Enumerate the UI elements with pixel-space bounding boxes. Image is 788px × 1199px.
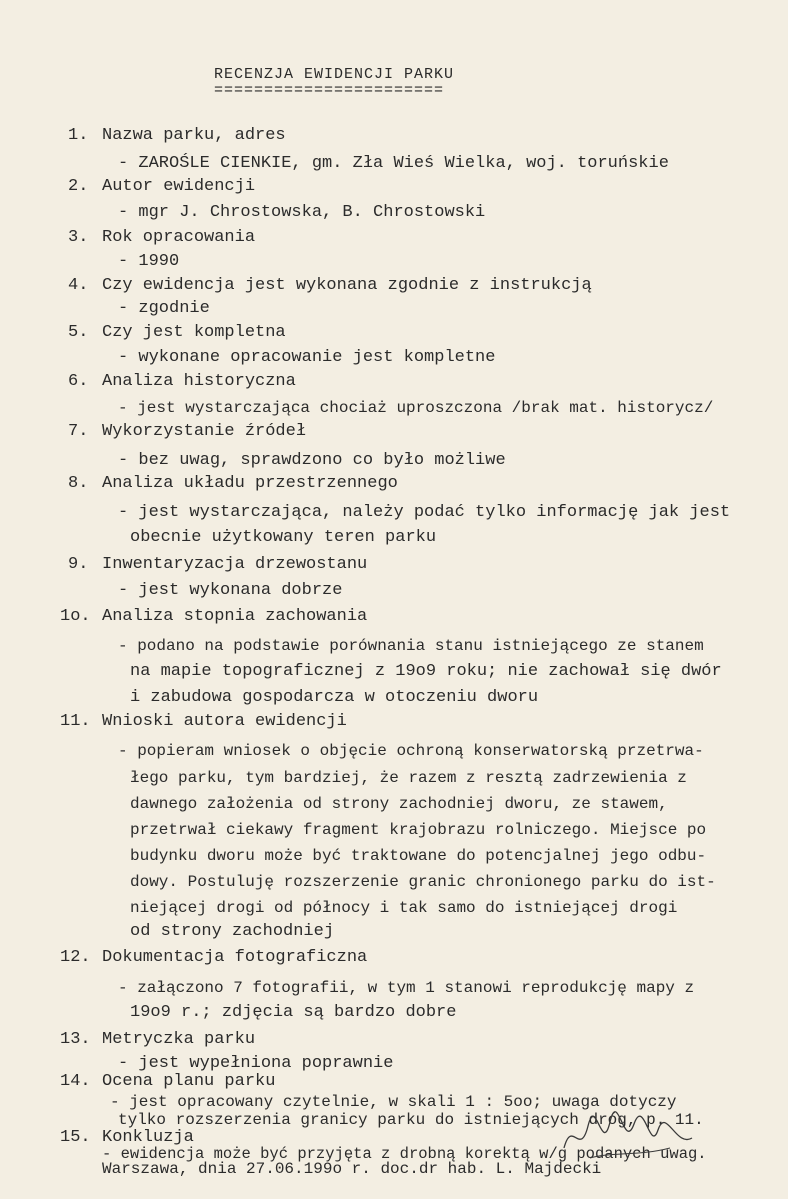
item-heading: Czy jest kompletna — [102, 323, 286, 342]
item-heading: Autor ewidencji — [102, 177, 256, 196]
document-title: RECENZJA EWIDENCJI PARKU — [214, 66, 455, 83]
item-number: 11. — [60, 712, 91, 731]
item-detail: - podano na podstawie porównania stanu istniejącego ze stanem — [118, 637, 704, 655]
item-heading: Metryczka parku — [102, 1030, 256, 1049]
item-detail: niejącej drogi od północy i tak samo do istniejącej drogi — [130, 899, 678, 917]
item-heading: Inwentaryzacja drzewostanu — [102, 555, 368, 574]
item-heading: Nazwa parku, adres — [102, 126, 286, 145]
item-number: 5. — [68, 323, 89, 342]
item-detail: - zgodnie — [118, 299, 210, 318]
item-detail: dowy. Postuluję rozszerzenie granic chronionego parku do ist- — [130, 873, 716, 891]
item-heading: Rok opracowania — [102, 228, 256, 247]
item-detail: - ZAROŚLE CIENKIE, gm. Zła Wieś Wielka, woj. toruńskie — [118, 154, 669, 173]
item-number: 14. — [60, 1072, 91, 1091]
item-number: 4. — [68, 276, 89, 295]
item-heading: Analiza układu przestrzennego — [102, 474, 398, 493]
item-heading: Wykorzystanie źródeł — [102, 422, 307, 441]
item-detail: Warszawa, dnia 27.06.199o r. doc.dr hab. L. Majdecki — [102, 1160, 602, 1178]
item-number: 1o. — [60, 607, 91, 626]
item-heading: Konkluzja — [102, 1128, 194, 1147]
handwritten-signature — [560, 1108, 700, 1164]
item-detail: - załączono 7 fotografii, w tym 1 stanowi reprodukcję mapy z — [118, 979, 695, 997]
item-heading: Czy ewidencja jest wykonana zgodnie z instrukcją — [102, 276, 592, 295]
item-number: 1. — [68, 126, 89, 145]
item-detail: łego parku, tym bardziej, że razem z resztą zadrzewienia z — [130, 769, 687, 787]
item-number: 3. — [68, 228, 89, 247]
item-number: 8. — [68, 474, 89, 493]
item-detail: - mgr J. Chrostowska, B. Chrostowski — [118, 203, 486, 222]
item-detail: - jest wypełniona poprawnie — [118, 1054, 394, 1073]
item-detail: tylko rozszerzenia granicy parku do istniejących dróg, p. 11. — [118, 1111, 704, 1129]
item-number: 13. — [60, 1030, 91, 1049]
item-detail: - jest opracowany czytelnie, w skali 1 : 5oo; uwaga dotyczy — [110, 1093, 677, 1111]
item-heading: Wnioski autora ewidencji — [102, 712, 347, 731]
item-detail: - bez uwag, sprawdzono co było możliwe — [118, 451, 506, 470]
item-detail: - popieram wniosek o objęcie ochroną konserwatorską przetrwa- — [118, 742, 704, 760]
item-detail: - jest wykonana dobrze — [118, 581, 343, 600]
item-detail: - jest wystarczająca, należy podać tylko informację jak jest — [118, 503, 731, 522]
item-detail: budynku dworu może być traktowane do potencjalnej jego odbu- — [130, 847, 707, 865]
item-detail: dawnego założenia od strony zachodniej dworu, ze stawem, — [130, 795, 668, 813]
item-number: 12. — [60, 948, 91, 967]
title-underline: ======================= — [214, 82, 445, 99]
item-detail: i zabudowa gospodarcza w otoczeniu dworu — [130, 688, 539, 707]
item-number: 15. — [60, 1128, 91, 1147]
item-detail: - 1990 — [118, 252, 180, 271]
item-number: 6. — [68, 372, 89, 391]
item-detail: obecnie użytkowany teren parku — [130, 528, 437, 547]
item-heading: Analiza stopnia zachowania — [102, 607, 368, 626]
item-number: 9. — [68, 555, 89, 574]
item-heading: Analiza historyczna — [102, 372, 296, 391]
item-detail: 19o9 r.; zdjęcia są bardzo dobre — [130, 1003, 457, 1022]
item-detail: - wykonane opracowanie jest kompletne — [118, 348, 496, 367]
item-heading: Ocena planu parku — [102, 1072, 276, 1091]
item-heading: Dokumentacja fotograficzna — [102, 948, 368, 967]
item-number: 7. — [68, 422, 89, 441]
item-detail: przetrwał ciekawy fragment krajobrazu rolniczego. Miejsce po — [130, 821, 707, 839]
item-number: 2. — [68, 177, 89, 196]
item-detail: - ewidencja może być przyjęta z drobną korektą w/g podanych uwag. — [102, 1145, 707, 1163]
item-detail: na mapie topograficznej z 19o9 roku; nie zachował się dwór — [130, 662, 722, 681]
item-detail: od strony zachodniej — [130, 922, 335, 941]
item-detail: - jest wystarczająca chociaż uproszczona /brak mat. historycz/ — [118, 399, 714, 417]
